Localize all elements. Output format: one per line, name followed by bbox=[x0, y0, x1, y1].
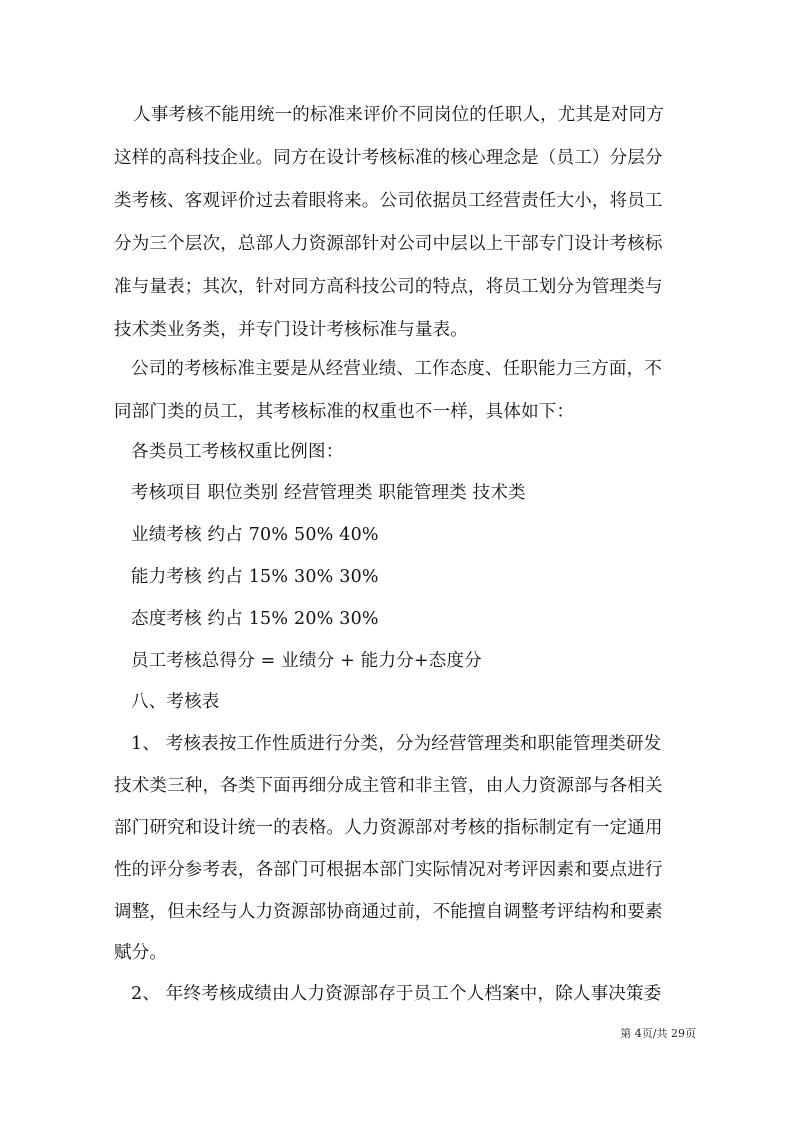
item-1-line-2: 技术类三种，各类下面再细分成主管和非主管，由人力资源部与各相关 bbox=[114, 776, 663, 796]
chart-caption: 各类员工考核权重比例图： bbox=[131, 442, 344, 462]
item-2-line-1: 2、 年终考核成绩由人力资源部存于员工个人档案中，除人事决策委 bbox=[131, 984, 662, 1004]
section-heading: 八、考核表 bbox=[131, 692, 220, 712]
item-1-line-1: 1、 考核表按工作性质进行分类，分为经营管理类和职能管理类研发 bbox=[131, 734, 662, 754]
page-number: 第 4页/共 29页 bbox=[620, 1027, 696, 1040]
item-1-line-5: 调整，但未经与人力资源部协商通过前，不能擅自调整考评结构和要素 bbox=[114, 902, 663, 922]
item-1-line-6: 赋分。 bbox=[114, 943, 168, 963]
paragraph-1-line-3: 类考核、客观评价过去着眼将来。公司依据员工经营责任大小，将员工 bbox=[114, 191, 663, 211]
paragraph-1-line-5: 准与量表；其次，针对同方高科技公司的特点，将员工划分为管理类与 bbox=[114, 277, 663, 297]
paragraph-1-line-4: 分为三个层次，总部人力资源部针对公司中层以上干部专门设计考核标 bbox=[114, 234, 663, 254]
paragraph-1-line-2: 这样的高科技企业。同方在设计考核标准的核心理念是（员工）分层分 bbox=[114, 148, 663, 168]
weights-row-ability: 能力考核 约占 15% 30% 30% bbox=[131, 567, 379, 587]
paragraph-2-line-1: 公司的考核标准主要是从经营业绩、工作态度、任职能力三方面，不 bbox=[131, 359, 662, 379]
paragraph-1-line-1: 人事考核不能用统一的标准来评价不同岗位的任职人，尤其是对同方 bbox=[133, 105, 664, 125]
paragraph-2-line-2: 同部门类的员工，其考核标准的权重也不一样，具体如下： bbox=[114, 402, 575, 422]
weights-row-attitude: 态度考核 约占 15% 20% 30% bbox=[131, 609, 379, 629]
score-formula: 员工考核总得分 = 业绩分 + 能力分+态度分 bbox=[131, 651, 482, 671]
item-1-line-4: 性的评分参考表，各部门可根据本部门实际情况对考评因素和要点进行 bbox=[114, 860, 663, 880]
item-1-line-3: 部门研究和设计统一的表格。人力资源部对考核的指标制定有一定通用 bbox=[114, 818, 663, 838]
weights-table-header: 考核项目 职位类别 经营管理类 职能管理类 技术类 bbox=[131, 483, 526, 503]
paragraph-1-line-6: 技术类业务类，并专门设计考核标准与量表。 bbox=[114, 320, 468, 340]
weights-row-performance: 业绩考核 约占 70% 50% 40% bbox=[131, 525, 379, 545]
